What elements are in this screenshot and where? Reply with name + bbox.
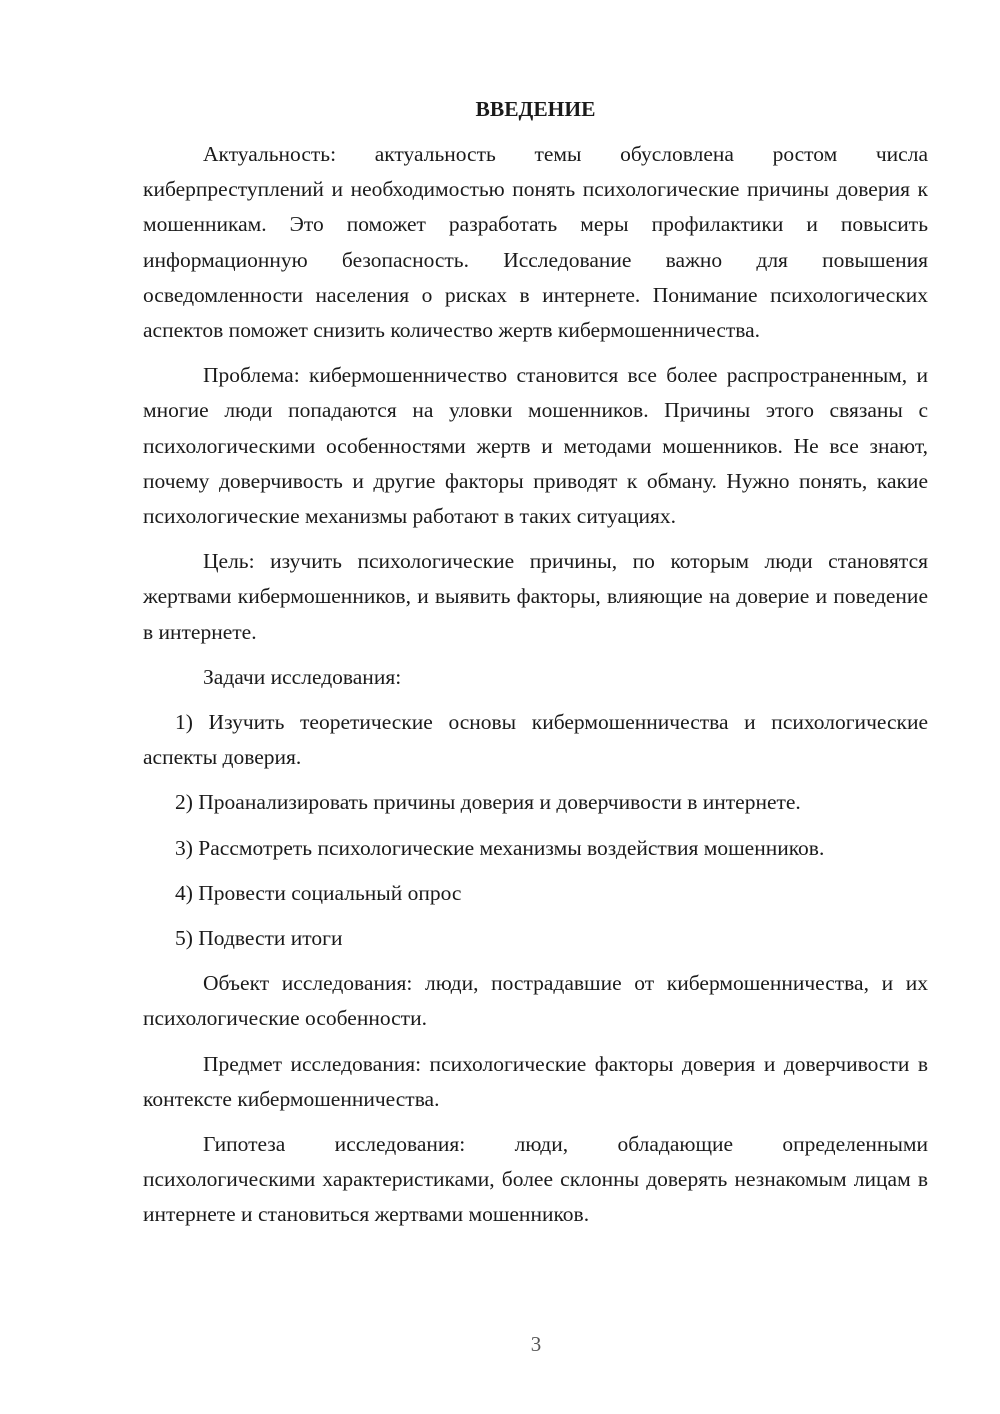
relevance-paragraph: Актуальность: актуальность темы обусловлена ростом числа киберпреступлений и необходимостью понять психологические причины доверия к мошенникам. Это поможет разработать меры профилактики и повысить информационную безопасность. Исследование важно для повышения осведомленности населения о рисках в интернете. Понимание психологических аспектов поможет снизить количество жертв кибермошенничества. — [143, 142, 928, 343]
problem-paragraph: Проблема: кибермошенничество становится все более распространенным, и многие люди попадаются на уловки мошенников. Причины этого связаны с психологическими особенностями жертв и методами мошенников. Не все знают, почему доверчивость и другие факторы приводят к обману. Нужно понять, какие психологические механизмы работают в таких ситуациях. — [143, 363, 928, 529]
task-item-2: 2) Проанализировать причины доверия и доверчивости в интернете. — [175, 790, 801, 815]
document-page — [143, 92, 928, 1233]
object-paragraph: Объект исследования: люди, пострадавшие от кибермошенничества, и их психологические особенности. — [143, 971, 928, 1031]
hypothesis-paragraph: Гипотеза исследования: люди, обладающие определенными психологическими характеристиками, более склонны доверять незнакомым лицам в интернете и становиться жертвами мошенников. — [143, 1132, 928, 1227]
task-item-1: 1) Изучить теоретические основы кибермошенничества и психологические аспекты доверия. — [143, 710, 928, 770]
task-item-5: 5) Подвести итоги — [175, 926, 343, 951]
tasks-heading: Задачи исследования: — [203, 664, 402, 689]
subject-paragraph: Предмет исследования: психологические факторы доверия и доверчивости в контексте кибермошенничества. — [143, 1051, 928, 1111]
task-item-3: 3) Рассмотреть психологические механизмы воздействия мошенников. — [175, 835, 825, 860]
page-number: 3 — [530, 1332, 542, 1356]
section-title: ВВЕДЕНИЕ — [475, 97, 596, 121]
task-item-4: 4) Провести социальный опрос — [175, 880, 462, 905]
goal-paragraph: Цель: изучить психологические причины, по которым люди становятся жертвами кибермошенников, и выявить факторы, влияющие на доверие и поведение в интернете. — [143, 549, 928, 644]
